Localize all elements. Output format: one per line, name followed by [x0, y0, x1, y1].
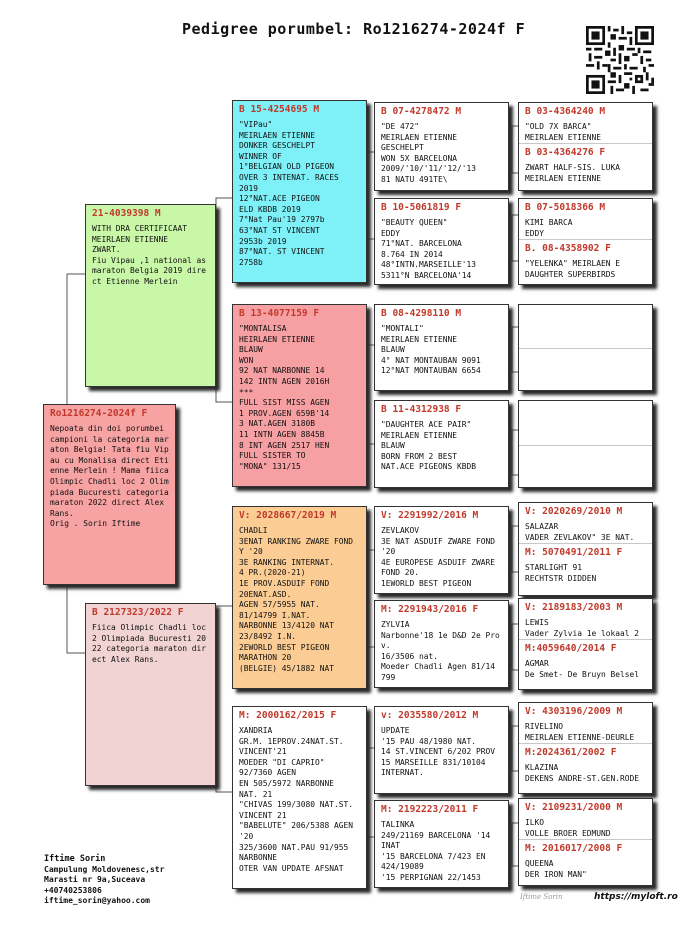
gen5-text: KLAZINA DEKENS ANDRE-ST.GEN.RODE [525, 763, 640, 783]
gen3-id: B 15-4254695 M [239, 104, 320, 115]
gen5-id: M: 5070491/2011 F [525, 547, 623, 559]
gen5-text: LEWIS Vader Zylvia 1e lokaal 2 [525, 618, 640, 638]
gen4-text: ZEVLAKOV 3E NAT ASDUIF ZWARE FOND '20 4E EUROPESE ASDUIF ZWARE FOND 20. 1EWORLD BEST PIGEON [381, 526, 496, 588]
gen5-pair-card [518, 198, 653, 285]
gen4-id: B 07-4278472 M [381, 106, 462, 117]
gen3-id: V: 2028667/2019 M [239, 510, 337, 521]
owner-phone: +40740253806 [44, 885, 102, 895]
gen5-id: M: 2016017/2008 F [525, 843, 623, 855]
gen5-id: B. 08-4358902 F [525, 243, 611, 255]
gen5-text: ILKO VOLLE BROER EDMUND [525, 818, 611, 838]
gen5-text: STARLIGHT 91 RECHTSTR DIDDEN [525, 563, 597, 583]
signature: Iftime Sorin [520, 893, 563, 901]
gen5-text: RIVELINO MEIRLAEN ETIENNE-DEURLE [525, 722, 635, 742]
gen4-card [374, 102, 509, 191]
gen4-text: UPDATE '15 PAU 48/1980 NAT. 14 ST.VINCENT 6/202 PROV 15 MARSEILLE 831/10104 INTERNAT. [381, 726, 496, 778]
gen5-id: B 03-4364276 F [525, 147, 606, 159]
dam-text: Fiica Olimpic Chadli loc 2 Olimpiada Bucuresti 2022 categoria maraton direct Alex Rans. [92, 623, 211, 664]
grandsire-paternal-card [232, 100, 367, 283]
gen4-text: TALINKA 249/21169 BARCELONA '14 INAT '15 BARCELONA 7/423 EN 424/19089 '15 PERPIGNAN 22/1453 [381, 820, 491, 882]
gen5-text: KIMI BARCA EDDY [525, 218, 573, 238]
sire-text: WITH DRA CERTIFICAAT MEIRLAEN ETIENNE ZWART. Fiu Vipau ,1 national as maraton Belgia 2019 direct Etienne Merlein [92, 224, 207, 286]
owner-name: Iftime Sorin [44, 854, 106, 864]
website-link[interactable]: https://myloft.ro [594, 892, 678, 902]
dam-id: B 2127323/2022 F [92, 607, 184, 618]
gen5-pair-card [518, 702, 653, 794]
gen5-pair-card [518, 102, 653, 191]
gen3-text: "MONTALISA HEIRLAEN ETIENNE BLAUW WON 92 NAT NARBONNE 14 142 INTN AGEN 2016H *** FULL SIST MISS AGEN 1 PROV.AGEN 659B'14 3 NAT.AGEN 3180B 11 INTN AGEN 8845B 8 INT AGEN 2517 HEN FULL SISTER TO "MONA" 131/15 [239, 324, 330, 471]
gen5-text: "OLD 7X BARCA" MEIRLAEN ETIENNE [525, 122, 602, 142]
gen4-card [374, 600, 509, 688]
gen5-id: M:2024361/2002 F [525, 747, 617, 759]
dam-card [85, 603, 216, 786]
gen4-id: B 11-4312938 F [381, 404, 462, 415]
gen4-card [374, 506, 509, 594]
sire-id: 21-4039398 M [92, 208, 161, 219]
gen5-id: V: 4303196/2009 M [525, 706, 623, 717]
gen3-text: "VIPau" MEIRLAEN ETIENNE DONKER GESCHELPT WINNER OF 1°BELGIAN OLD PIGEON OVER 3 INTENAT. RACES 2019 12°NAT.ACE PIGEON ELD KBDB 2019 7°Nat Pau'19 2797b 63°NAT ST VINCENT 2953b 2019 87°NAT. ST VINCENT 2758b [239, 120, 339, 267]
gen4-text: "DAUGHTER ACE PAIR" MEIRLAEN ETIENNE BLAUW BORN FROM 2 BEST NAT.ACE PIGEONS KBDB [381, 420, 477, 472]
subject-id: Ro1216274-2024f F [50, 408, 148, 419]
gen4-card [374, 706, 509, 794]
gen4-text: ZYLVIA Narbonne'18 1e D&D 2e Prov. 16/3506 nat. Moeder Chadli Agen 81/14 799 [381, 620, 500, 682]
gen5-empty-card [518, 304, 653, 391]
gen3-text: XANDRIA GR.M. 1EPROV.24NAT.ST. VINCENT'21 MOEDER "DI CAPRIO" 92/7360 AGEN EN 505/5972 NARBONNE NAT. 21 "CHIVAS 199/3080 NAT.ST. VINCENT 21 "BABELUTE" 206/5388 AGEN '20 325/3600 NAT.PAU 91/955 NARBONNE OTER VAN UPDATE AFSNAT [239, 726, 354, 873]
gen4-card [374, 304, 509, 391]
gen4-card [374, 800, 509, 888]
gen4-id: B 08-4298110 M [381, 308, 462, 319]
granddam-paternal-card [232, 304, 367, 487]
gen5-pair-card [518, 502, 653, 596]
gen5-text: "YELENKA" MEIRLAEN E DAUGHTER SUPERBIRDS [525, 259, 621, 279]
gen4-text: "BEAUTY QUEEN" EDDY 71°NAT. BARCELONA 8.764 IN 2014 48°INTN.MARSEILLE'13 5311°N BARCELONA'14 [381, 218, 477, 280]
gen4-id: v: 2035580/2012 M [381, 710, 479, 721]
gen4-id: M: 2192223/2011 F [381, 804, 479, 815]
sire-card [85, 204, 216, 387]
gen5-text: SALAZAR VADER ZEVLAKOV" 3E NAT. [525, 522, 635, 542]
gen4-text: "MONTALI" MEIRLAEN ETIENNE BLAUW 4° NAT MONTAUBAN 9091 12°NAT MONTAUBAN 6654 [381, 324, 481, 376]
gen4-text: "DE 472" MEIRLAEN ETIENNE GESCHELPT WON 5X BARCELONA 2009/'10/'11/'12/'13 81 NATU 491TE\ [381, 122, 477, 184]
gen3-text: CHADLI 3ENAT RANKING ZWARE FOND Y '20 3E RANKING INTERNAT. 4 PR.(2020-21) 1E PROV.ASDUIF FOND 20ENAT.ASD. AGEN 57/5955 NAT. 81/14799 I.NAT. NARBONNE 13/4120 NAT 23/8492 I.N. 2EWORLD BEST PIGEON MARATHON 20 (BELGIE) 45/1882 NAT [239, 526, 354, 673]
gen5-id: V: 2020269/2010 M [525, 506, 623, 517]
subject-text: Nepoata din doi porumbei campioni la categoria maraton Belgia! Tata fiu Vipau cu Monalisa direct Etienne Merlein ! Mama fiica Olimpic Chadli loc 2 Olimpiada Bucuresti categoria maraton 2022 direct Alex Rans. Orig . Sorin Iftime [50, 424, 169, 529]
gen5-text: QUEENA DER IRON MAN" [525, 859, 587, 879]
gen5-text: ZWART HALF-SIS. LUKA MEIRLAEN ETIENNE [525, 163, 621, 183]
gen5-id: M:4059640/2014 F [525, 643, 617, 655]
owner-address-line2: Marasti nr 9a,Suceava [44, 875, 146, 884]
gen5-id: B 03-4364240 M [525, 106, 606, 117]
gen5-empty-card [518, 400, 653, 488]
granddam-maternal-card [232, 706, 367, 889]
gen5-id: V: 2109231/2000 M [525, 802, 623, 813]
gen5-pair-card [518, 598, 653, 690]
gen3-id: M: 2000162/2015 F [239, 710, 337, 721]
page-title: Pedigree porumbel: Ro1216274-2024f F [182, 20, 526, 38]
owner-email: iftime_sorin@yahoo.com [44, 896, 150, 905]
grandsire-maternal-card [232, 506, 367, 689]
gen4-card [374, 400, 509, 488]
gen4-id: M: 2291943/2016 F [381, 604, 479, 615]
gen5-text: AGMAR De Smet- De Bruyn Belsel [525, 659, 640, 679]
gen4-id: B 10-5061819 F [381, 202, 462, 213]
gen5-pair-card [518, 798, 653, 886]
gen5-id: B 07-5018366 M [525, 202, 606, 213]
gen4-card [374, 198, 509, 285]
gen5-id: V: 2189183/2003 M [525, 602, 623, 613]
gen4-id: V: 2291992/2016 M [381, 510, 479, 521]
owner-address-line1: Campulung Moldovenesc,str [44, 864, 165, 874]
gen3-id: B 13-4077159 F [239, 308, 320, 319]
owner-contact [44, 854, 164, 907]
subject-card [43, 404, 176, 585]
